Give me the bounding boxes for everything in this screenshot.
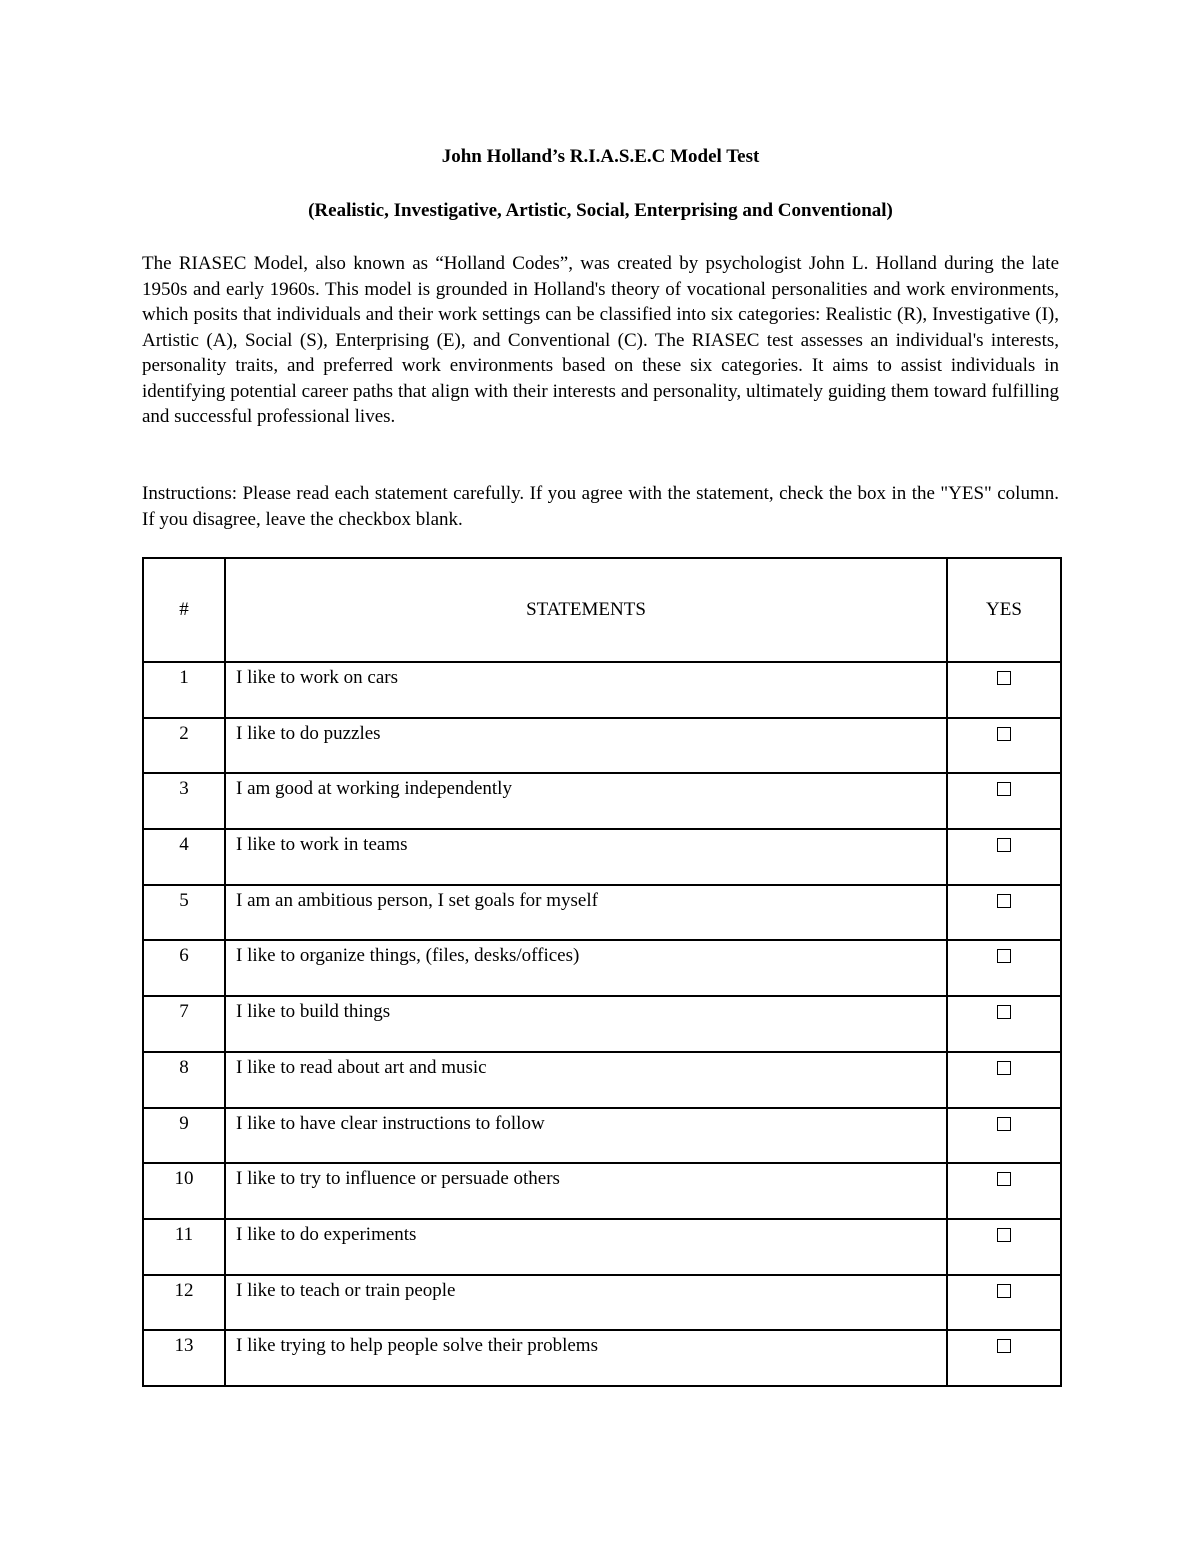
header-yes: YES — [947, 558, 1061, 662]
table-row — [143, 1330, 1061, 1386]
table-row — [143, 662, 1061, 718]
table-row — [143, 829, 1061, 885]
yes-checkbox[interactable] — [997, 1228, 1011, 1242]
row-number: 5 — [143, 885, 225, 941]
document-title: John Holland’s R.I.A.S.E.C Model Test — [441, 146, 760, 167]
row-statement: I like to organize things, (files, desks/offices) — [225, 940, 947, 996]
row-statement: I like to work in teams — [225, 829, 947, 885]
row-number: 10 — [143, 1163, 225, 1219]
row-statement: I am good at working independently — [225, 773, 947, 829]
table-row — [143, 718, 1061, 774]
row-yes-cell — [947, 718, 1061, 774]
row-number: 3 — [143, 773, 225, 829]
row-number: 9 — [143, 1108, 225, 1164]
row-yes-cell — [947, 773, 1061, 829]
row-statement: I like to have clear instructions to follow — [225, 1108, 947, 1164]
yes-checkbox[interactable] — [997, 949, 1011, 963]
row-number: 11 — [143, 1219, 225, 1275]
row-yes-cell — [947, 1108, 1061, 1164]
table-row — [143, 1052, 1061, 1108]
table-row — [143, 1108, 1061, 1164]
row-yes-cell — [947, 885, 1061, 941]
yes-checkbox[interactable] — [997, 838, 1011, 852]
row-statement: I like to do puzzles — [225, 718, 947, 774]
yes-checkbox[interactable] — [997, 1005, 1011, 1019]
table-row — [143, 1275, 1061, 1331]
yes-checkbox[interactable] — [997, 1061, 1011, 1075]
row-yes-cell — [947, 1330, 1061, 1386]
row-yes-cell — [947, 996, 1061, 1052]
table-row — [143, 773, 1061, 829]
row-number: 8 — [143, 1052, 225, 1108]
table-body — [143, 662, 1061, 1386]
yes-checkbox[interactable] — [997, 1172, 1011, 1186]
table-row — [143, 1219, 1061, 1275]
header-statements: STATEMENTS — [225, 558, 947, 662]
row-yes-cell — [947, 940, 1061, 996]
row-statement: I like trying to help people solve their problems — [225, 1330, 947, 1386]
row-number: 4 — [143, 829, 225, 885]
row-statement: I like to try to influence or persuade others — [225, 1163, 947, 1219]
row-number: 2 — [143, 718, 225, 774]
intro-paragraph: The RIASEC Model, also known as “Holland Codes”, was created by psychologist John L. Holland during the late 1950s and early 1960s. This model is grounded in Holland's theory of vocational personalities and work environments, which posits that individuals and their work settings can be classified into six categories: Realistic (R), Investigative (I), Artistic (A), Social (S), Enterprising (E), and Conventional (C). The RIASEC test assesses an individual's interests, personality traits, and preferred work environments based on these six categories. It aims to assist individuals in identifying potential career paths that align with their interests and personality, ultimately guiding them toward fulfilling and successful professional lives. — [142, 253, 1059, 427]
header-number: # — [143, 558, 225, 662]
row-statement: I am an ambitious person, I set goals for myself — [225, 885, 947, 941]
document-subtitle: (Realistic, Investigative, Artistic, Social, Enterprising and Conventional) — [308, 200, 893, 221]
statements-table — [142, 557, 1062, 1387]
row-number: 1 — [143, 662, 225, 718]
row-number: 7 — [143, 996, 225, 1052]
yes-checkbox[interactable] — [997, 782, 1011, 796]
yes-checkbox[interactable] — [997, 1117, 1011, 1131]
row-yes-cell — [947, 662, 1061, 718]
row-number: 12 — [143, 1275, 225, 1331]
row-statement: I like to do experiments — [225, 1219, 947, 1275]
yes-checkbox[interactable] — [997, 1339, 1011, 1353]
row-statement: I like to build things — [225, 996, 947, 1052]
table-row — [143, 996, 1061, 1052]
row-statement: I like to read about art and music — [225, 1052, 947, 1108]
row-number: 6 — [143, 940, 225, 996]
row-yes-cell — [947, 1163, 1061, 1219]
instructions-paragraph: Instructions: Please read each statement carefully. If you agree with the statement, check the box in the "YES" column. If you disagree, leave the checkbox blank. — [142, 483, 1059, 530]
table-row — [143, 885, 1061, 941]
yes-checkbox[interactable] — [997, 727, 1011, 741]
yes-checkbox[interactable] — [997, 894, 1011, 908]
row-yes-cell — [947, 1275, 1061, 1331]
table-header-row — [143, 558, 1061, 662]
row-statement: I like to teach or train people — [225, 1275, 947, 1331]
row-number: 13 — [143, 1330, 225, 1386]
table-row — [143, 1163, 1061, 1219]
yes-checkbox[interactable] — [997, 1284, 1011, 1298]
row-yes-cell — [947, 1052, 1061, 1108]
row-statement: I like to work on cars — [225, 662, 947, 718]
row-yes-cell — [947, 829, 1061, 885]
table-row — [143, 940, 1061, 996]
yes-checkbox[interactable] — [997, 671, 1011, 685]
row-yes-cell — [947, 1219, 1061, 1275]
